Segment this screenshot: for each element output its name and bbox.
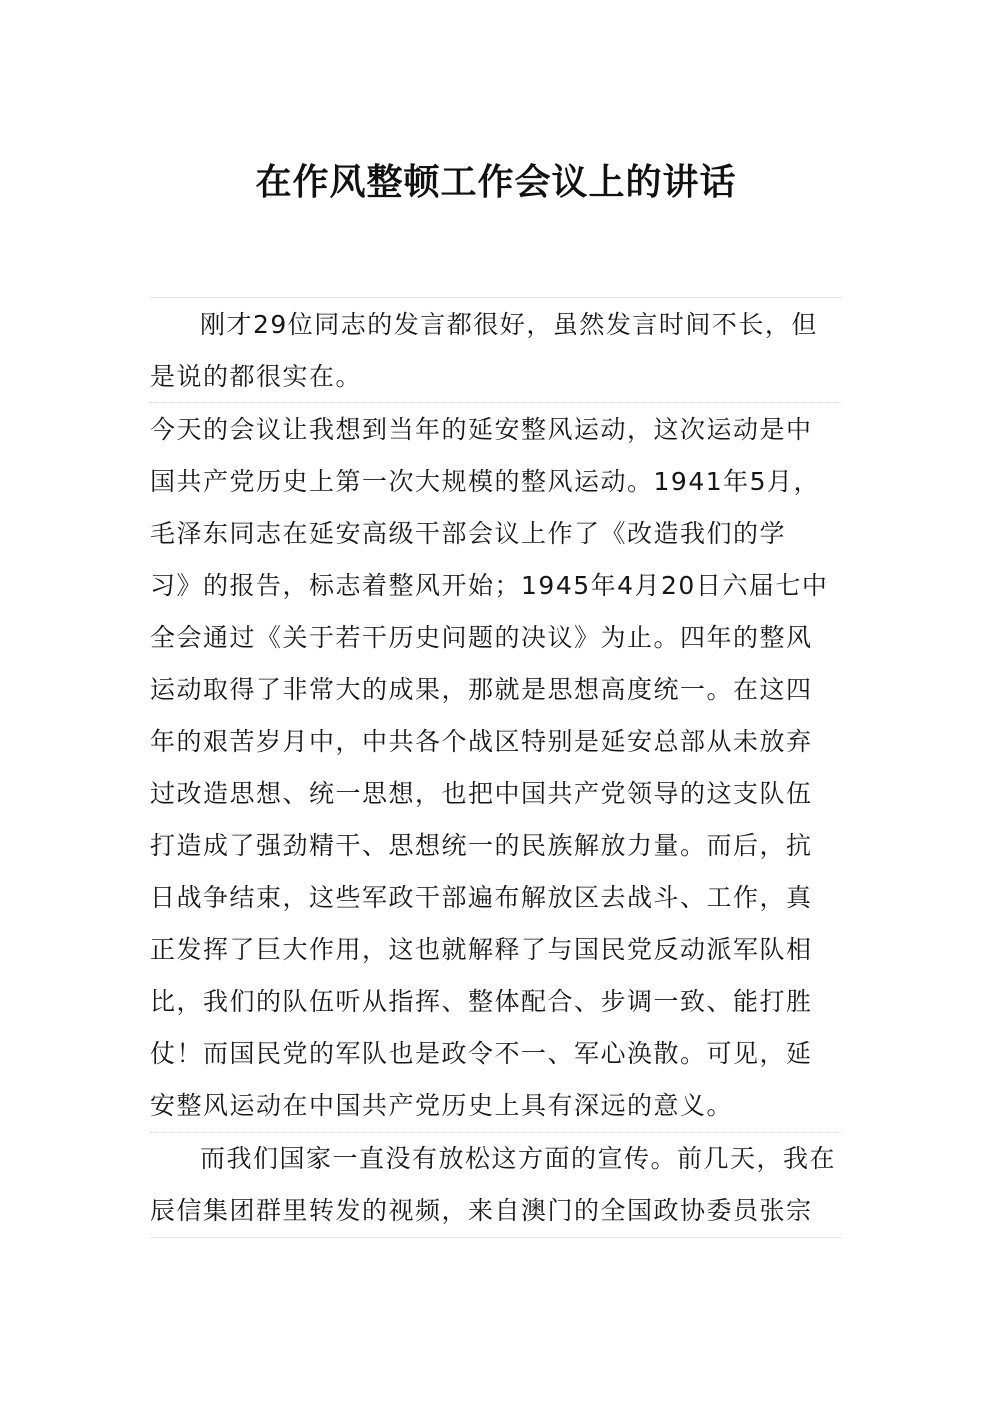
paragraph-line: 国共产党历史上第一次大规模的整风运动。1941年5月， [150,467,821,496]
paragraph-line: 今天的会议让我想到当年的延安整风运动，这次运动是中 [150,415,813,444]
paragraph-line: 年的艰苦岁月中，中共各个战区特别是延安总部从未放弃 [150,727,813,756]
paragraph-line: 是说的都很实在。 [150,362,363,391]
paragraph-3 [150,1133,842,1237]
paragraph-divider [150,402,842,403]
paragraph-line: 运动取得了非常大的成果，那就是思想高度统一。在这四 [150,675,813,704]
paragraph-line: 而我们国家一直没有放松这方面的宣传。前几天，我在 [200,1144,837,1173]
paragraph-line: 毛泽东同志在延安高级干部会议上作了《改造我们的学 [150,519,787,548]
paragraph-line: 比，我们的队伍听从指挥、整体配合、步调一致、能打胜 [150,987,813,1016]
paragraph-line: 仗！而国民党的军队也是政令不一、军心涣散。可见，延 [150,1039,813,1068]
document-title: 在作风整顿工作会议上的讲话 [255,161,737,203]
paragraph-line: 刚才29位同志的发言都很好，虽然发言时间不长，但 [200,310,818,339]
paragraph-1 [150,299,842,403]
paragraph-line: 打造成了强劲精干、思想统一的民族解放力量。而后，抗 [150,831,813,860]
paragraph-divider-bottom [150,1237,842,1238]
paragraph-line: 习》的报告，标志着整风开始；1945年4月20日六届七中 [150,571,829,600]
paragraph-line: 安整风运动在中国共产党历史上具有深远的意义。 [150,1091,734,1120]
paragraph-line: 过改造思想、统一思想，也把中国共产党领导的这支队伍 [150,779,813,808]
paragraph-divider-top [150,297,842,298]
paragraph-line: 日战争结束，这些军政干部遍布解放区去战斗、工作，真 [150,883,813,912]
paragraph-line: 全会通过《关于若干历史问题的决议》为止。四年的整风 [150,623,813,652]
paragraph-2 [150,404,842,1132]
paragraph-line: 正发挥了巨大作用，这也就解释了与国民党反动派军队相 [150,935,813,964]
paragraph-line: 辰信集团群里转发的视频，来自澳门的全国政协委员张宗 [150,1196,813,1225]
